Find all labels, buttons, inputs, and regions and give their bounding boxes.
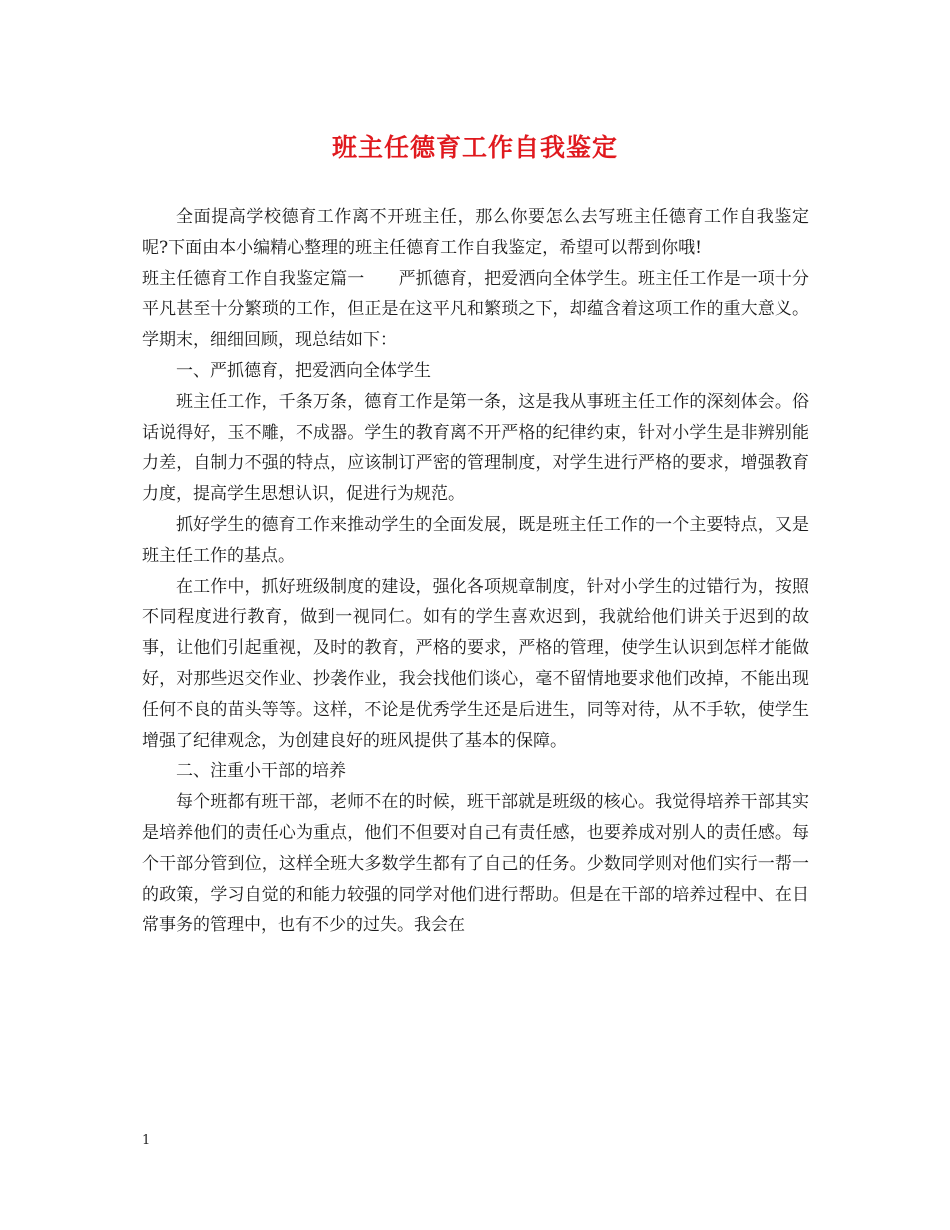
page-number: 1 — [142, 1133, 151, 1148]
paragraph-section-intro: 班主任德育工作自我鉴定篇一 严抓德育，把爱洒向全体学生。班主任工作是一项十分平凡甚至十分繁琐的工作，但正是在这平凡和繁琐之下，却蕴含着这项工作的重大意义。学期末，细细回顾，现总结如下： — [142, 268, 809, 351]
paragraph-intro: 全面提高学校德育工作离不开班主任，那么你要怎么去写班主任德育工作自我鉴定呢?下面由本小编精心整理的班主任德育工作自我鉴定，希望可以帮到你哦! — [142, 207, 809, 258]
section-heading-2: 二、注重小干部的培养 — [176, 761, 346, 782]
paragraph: 在工作中，抓好班级制度的建设，强化各项规章制度，针对小学生的过错行为，按照不同程度进行教育，做到一视同仁。如有的学生喜欢迟到，我就给他们讲关于迟到的故事，让他们引起重视，及时的教育，严格的要求，严格的管理，使学生认识到怎样才能做好，对那些迟交作业、抄袭作业，我会找他们谈心，毫不留情地要求他们改掉，不能出现任何不良的苗头等等。这样，不论是优秀学生还是后进生，同等对待，从不手软，使学生增强了纪律观念，为创建良好的班风提供了基本的保障。 — [142, 576, 809, 751]
section-heading-1: 一、严抓德育，把爱洒向全体学生 — [176, 360, 431, 381]
document-body — [142, 202, 809, 941]
paragraph: 班主任工作，千条万条，德育工作是第一条，这是我从事班主任工作的深刻体会。俗话说得好，玉不雕，不成器。学生的教育离不开严格的纪律约束，针对小学生是非辨别能力差，自制力不强的特点，应该制订严密的管理制度，对学生进行严格的要求，增强教育力度，提高学生思想认识，促进行为规范。 — [142, 391, 809, 505]
paragraph: 抓好学生的德育工作来推动学生的全面发展，既是班主任工作的一个主要特点，又是班主任工作的基点。 — [142, 514, 809, 566]
document-title: 班主任德育工作自我鉴定 — [331, 133, 618, 162]
paragraph: 每个班都有班干部，老师不在的时候，班干部就是班级的核心。我觉得培养干部其实是培养他们的责任心为重点，他们不但要对自己有责任感，也要养成对别人的责任感。每个干部分管到位，这样全班大多数学生都有了自己的任务。少数同学则对他们实行一帮一的政策，学习自觉的和能力较强的同学对他们进行帮助。但是在干部的培养过程中、在日常事务的管理中，也有不少的过失。我会在 — [142, 792, 809, 936]
